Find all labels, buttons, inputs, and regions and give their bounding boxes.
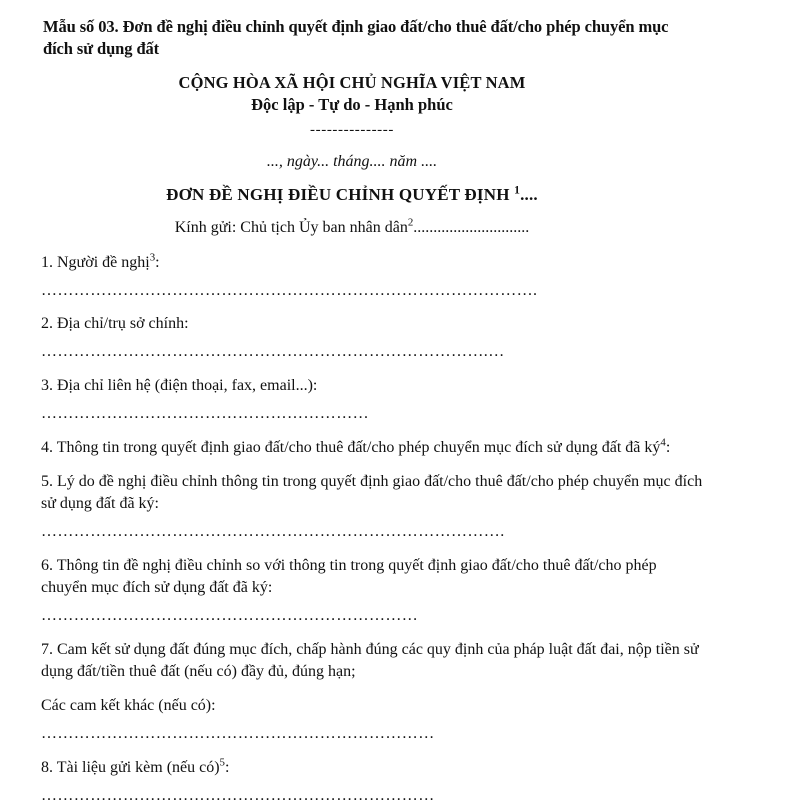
form-item (41, 252, 705, 274)
form-item-suffix: : (665, 439, 671, 457)
form-item (41, 437, 705, 459)
fill-in-line[interactable]: ……………………………………………………………………….… (41, 343, 505, 361)
form-item (41, 695, 705, 717)
page-title-trailing-dots: .... (520, 185, 538, 205)
form-item-label: 8. Tài liệu gửi kèm (nếu có) (41, 759, 220, 777)
form-item-label: 5. Lý do đề nghị điều chỉnh thông tin trong quyết định giao đất/cho thuê đất/cho phép chuyển mục đích sử dụng đất đã ký: (41, 473, 703, 513)
form-item (41, 313, 705, 335)
form-item-suffix: : (224, 759, 230, 777)
dashed-separator: --------------- (310, 121, 394, 138)
recipient-label: Kính gửi: Chủ tịch Ủy ban nhân dân (174, 218, 408, 236)
fill-in-line[interactable]: …………………………………………………………………………. (41, 523, 505, 541)
national-title: CỘNG HÒA XÃ HỘI CHỦ NGHĨA VIỆT NAM (178, 72, 526, 92)
footnote-marker-1: 1 (514, 183, 521, 197)
recipient-line (41, 218, 663, 238)
national-motto: Độc lập - Tự do - Hạnh phúc (251, 95, 453, 115)
form-item-label: Các cam kết khác (nếu có): (41, 697, 216, 715)
page-title-text: ĐƠN ĐỀ NGHỊ ĐIỀU CHỈNH QUYẾT ĐỊNH (166, 185, 515, 205)
date-line: ..., ngày... tháng.... năm .... (266, 153, 438, 171)
item-spacer (41, 459, 705, 471)
footnote-marker-4: 4 (660, 436, 666, 449)
fill-in-line[interactable]: …………………………………………………… (41, 405, 369, 423)
footnote-marker-3: 3 (149, 251, 156, 264)
form-item-label: 2. Địa chỉ/trụ sở chính: (41, 315, 189, 333)
national-heading-block (41, 72, 663, 171)
item-spacer (41, 683, 705, 695)
form-code-heading: Mẫu số 03. Đơn đề nghị điều chỉnh quyết định giao đất/cho thuê đất/cho phép chuyển mục đích sử dụng đất (43, 17, 669, 58)
form-item-label: 6. Thông tin đề nghị điều chỉnh so với thông tin trong quyết định giao đất/cho thuê đất/cho phép chuyển mục đích sử dụng đất đã ký: (41, 557, 657, 597)
fill-in-line[interactable]: ……………………………………………………………… (41, 787, 435, 805)
form-item-label: 3. Địa chỉ liên hệ (điện thoại, fax, email...): (41, 377, 318, 395)
footnote-marker-5: 5 (219, 756, 225, 769)
form-item (41, 471, 705, 515)
recipient-fill-dots: ............................. (413, 218, 530, 236)
form-item-label: 1. Người đề nghị (41, 253, 150, 271)
fill-in-line[interactable]: …………………………………………………………… (41, 607, 419, 625)
form-item (41, 757, 705, 779)
form-item-label: 7. Cam kết sử dụng đất đúng mục đích, chấp hành đúng các quy định của pháp luật đất đai, nộp tiền sử dụng đất/tiền thuê đất (nếu có) đầy đủ, đúng hạn; (41, 641, 699, 681)
form-item (41, 555, 705, 599)
form-item (41, 375, 705, 397)
form-item-label: 4. Thông tin trong quyết định giao đất/cho thuê đất/cho phép chuyển mục đích sử dụng đất đã ký (41, 439, 661, 457)
form-item (41, 639, 705, 683)
page-title (41, 184, 663, 205)
fill-in-line[interactable]: ……………………………………………………………… (41, 725, 435, 743)
fill-in-line[interactable]: ………………………………………………………………………………. (41, 281, 538, 299)
form-item-suffix: : (155, 253, 160, 271)
form-items-list (41, 252, 705, 807)
footnote-marker-2: 2 (407, 216, 414, 229)
